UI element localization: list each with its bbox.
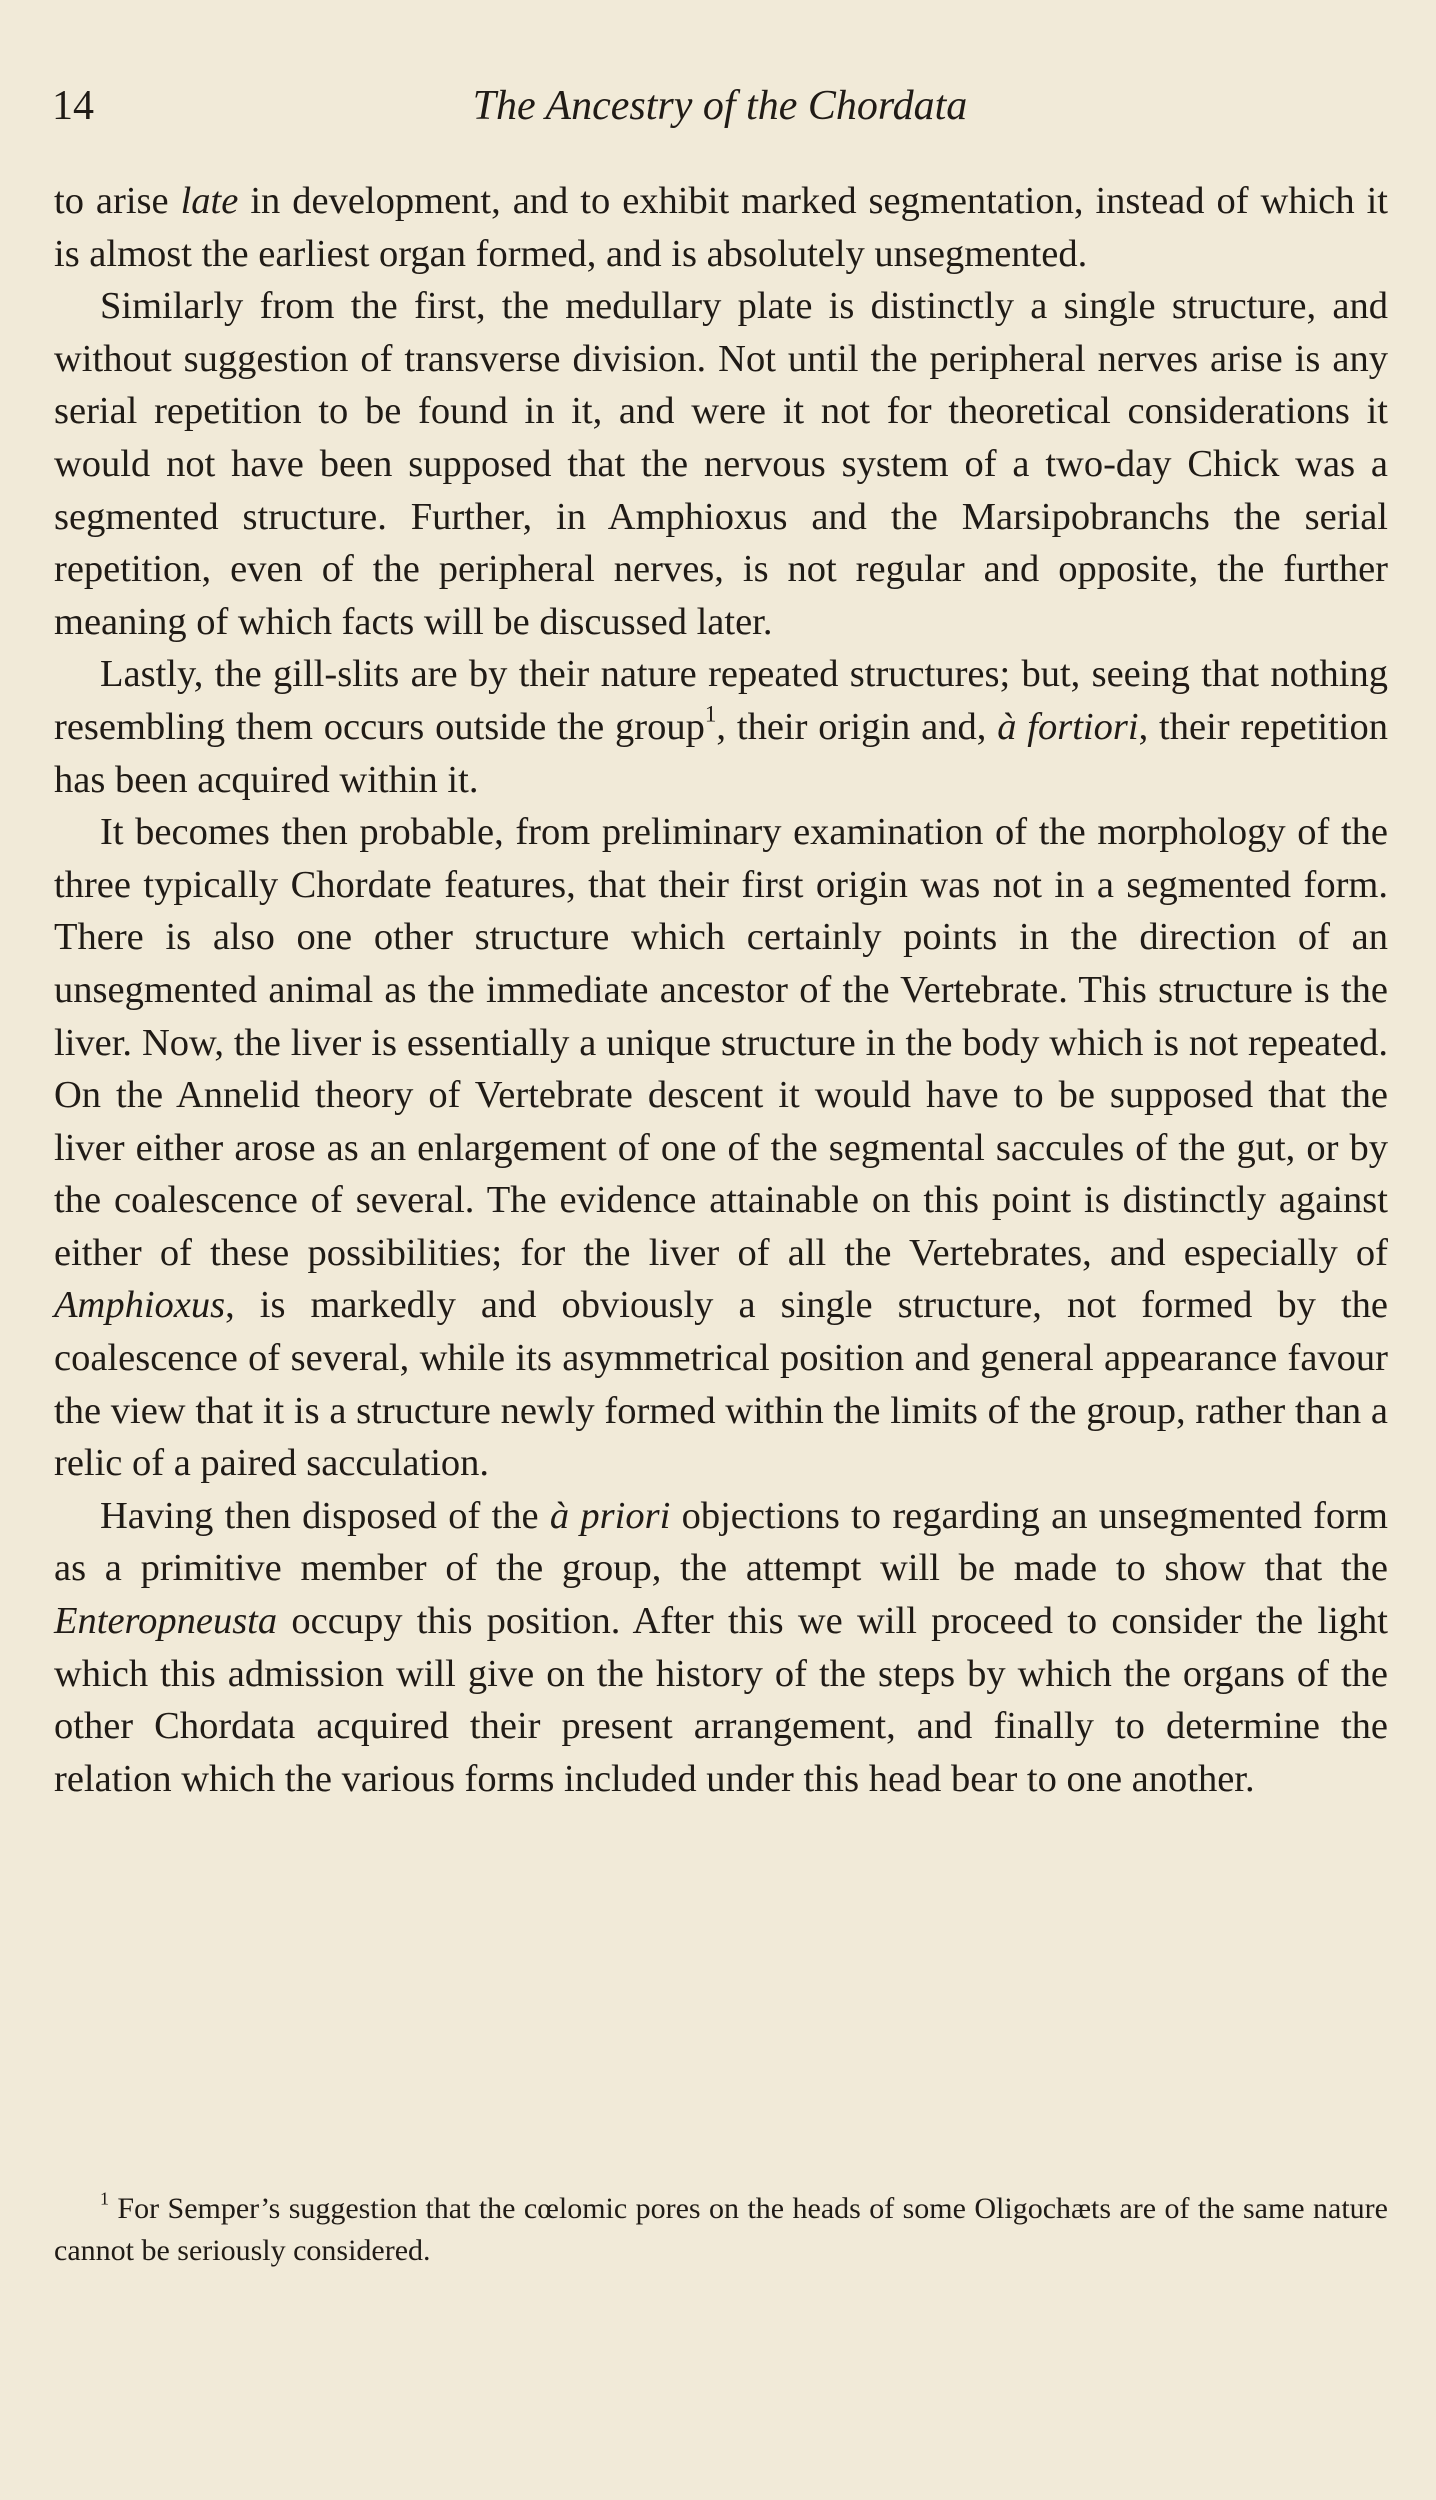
footnote-text: For Semper’s suggestion that the cœlomic pores on the heads of some Oligochæts are of the same nature cannot be seriously considered. xyxy=(54,2192,1388,2267)
emphasis-a-priori: à priori xyxy=(549,1494,671,1537)
footnote-reference: 1 xyxy=(704,700,717,727)
paragraph-5: Having then disposed of the à priori objections to regarding an unsegmented form as a primitive member of the group, the attempt will be made to show that the Enteropneusta occupy this position. After this we will proceed to consider the light which this admission will give on the history of the steps by which the organs of the other Chordata acquired their present arrangement, and finally to determine the relation which the various forms included under this head bear to one another. xyxy=(54,1494,1388,1800)
emphasis-enteropneusta: Enteropneusta xyxy=(54,1600,278,1643)
body-text xyxy=(54,175,1388,1805)
page-number: 14 xyxy=(52,83,94,129)
footnote xyxy=(54,2188,1388,2272)
paragraph-4: It becomes then probable, from preliminary examination of the morphology of the three typically Chordate features, that their first origin was not in a segmented form. There is also one other structure which certainly points in the direction of an unsegmented animal as the immediate ancestor of the Vertebrate. This structure is the liver. Now, the liver is essentially a unique structure in the body which is not repeated. On the Annelid theory of Vertebrate descent it would have to be supposed that the liver either arose as an enlargement of one of the segmental saccules of the gut, or by the coalescence of several. The evidence attainable on this point is distinctly against either of these possibilities; for the liver of all the Vertebrates, and especially of Amphioxus, is markedly and obviously a single structure, not formed by the coalescence of several, while its asymmetrical position and general appearance favour the view that it is a structure newly formed within the limits of the group, rather than a relic of a paired sacculation. xyxy=(54,811,1388,1485)
paragraph-3: Lastly, the gill-slits are by their nature repeated structures; but, seeing that nothing resembling them occurs outside the group$^1$, their origin and, à fortiori, their repetition has been acquired within it. xyxy=(54,653,1388,801)
footnote-mark: 1 xyxy=(100,2188,109,2209)
emphasis-late: late xyxy=(180,180,239,222)
emphasis-a-fortiori: à fortiori xyxy=(997,705,1139,748)
paragraph-1: to arise late in development, and to exhibit marked segmentation, instead of which it is almost the earliest organ formed, and is absolutely unsegmented. xyxy=(54,180,1388,275)
paragraph-2: Similarly from the first, the medullary plate is distinctly a single structure, and without suggestion of transverse division. Not until the peripheral nerves arise is any serial repetition to be found in it, and were it not for theoretical considerations it would not have been supposed that the nervous system of a two-day Chick was a segmented structure. Further, in Amphioxus and the Marsipobranchs the serial repetition, even of the peripheral nerves, is not regular and opposite, the further meaning of which facts will be discussed later. xyxy=(54,285,1388,643)
page-header xyxy=(52,82,1388,152)
emphasis-amphioxus: Amphioxus xyxy=(54,1284,226,1327)
running-title: The Ancestry of the Chordata xyxy=(472,83,968,129)
